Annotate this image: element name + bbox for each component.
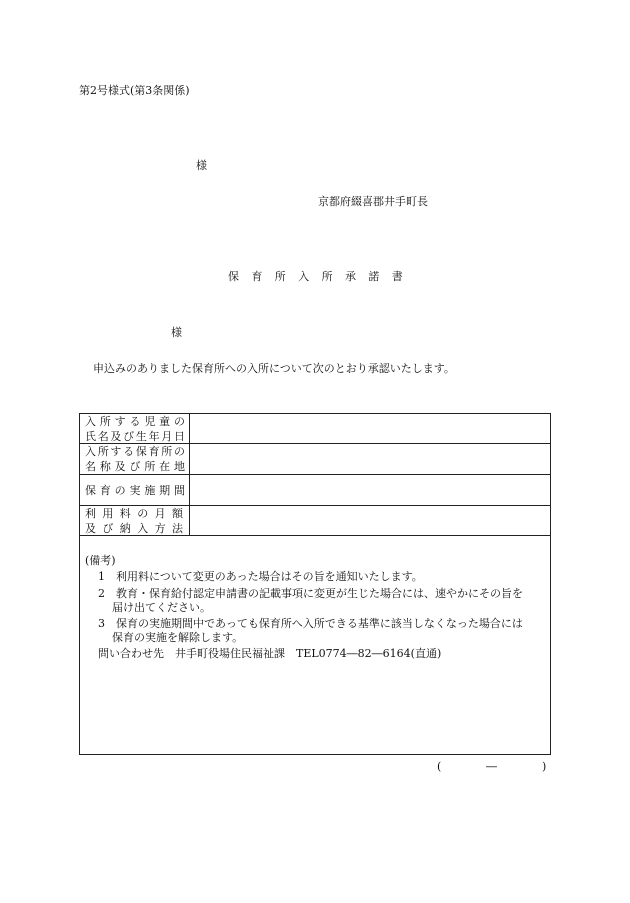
note-item-2: 2 教育・保育給付認定申請書の記載事項に変更が生じた場合には、速やかにその旨を bbox=[98, 587, 523, 600]
note-item-1: 1 利用料について変更のあった場合はその旨を通知いたします。 bbox=[98, 570, 423, 583]
addressee-honorific-top: 様 bbox=[196, 159, 207, 172]
child-name-birthdate-value bbox=[190, 414, 550, 443]
reference-close-paren: ) bbox=[542, 760, 547, 773]
notes-section bbox=[80, 536, 550, 754]
intro-text: 申込みのありました保育所への入所について次のとおり承認いたします。 bbox=[93, 362, 455, 375]
row-label-line: 利用料の月額 bbox=[85, 506, 185, 520]
table-row-facility bbox=[80, 444, 550, 475]
row-label-line: 氏名及び生年月日 bbox=[85, 429, 185, 443]
table-row-period bbox=[80, 475, 550, 506]
facility-name-address-value bbox=[190, 444, 550, 474]
document-title: 保育所入所承諾書 bbox=[228, 270, 416, 283]
monthly-fee-payment-value bbox=[190, 506, 550, 535]
issuer-name: 京都府綴喜郡井手町長 bbox=[318, 195, 428, 208]
row-label-line: 保育の実施期間 bbox=[85, 483, 185, 497]
addressee-honorific: 様 bbox=[171, 326, 182, 339]
note-item-3: 3 保育の実施期間中であっても保育所へ入所できる基準に該当しなくなった場合には bbox=[98, 617, 523, 630]
note-item-3-continued: 保育の実施を解除します。 bbox=[112, 631, 244, 644]
table-row-fee bbox=[80, 506, 550, 536]
row-label-line: 及び納入方法 bbox=[85, 521, 185, 535]
form-number: 第2号様式(第3条関係) bbox=[79, 84, 190, 97]
notes-heading: (備考) bbox=[85, 554, 116, 567]
row-label bbox=[80, 414, 190, 443]
approval-table bbox=[79, 413, 551, 755]
reference-dash: ― bbox=[486, 760, 497, 773]
row-label bbox=[80, 506, 190, 535]
row-label bbox=[80, 444, 190, 474]
row-label-line: 入所する児童の bbox=[85, 414, 185, 428]
row-label-line: 入所する保育所の bbox=[85, 445, 185, 458]
row-label bbox=[80, 475, 190, 505]
table-row-child bbox=[80, 414, 550, 444]
reference-open-paren: ( bbox=[437, 760, 442, 773]
contact-info: 問い合わせ先 井手町役場住民福祉課 TEL0774―82―6164(直通) bbox=[98, 647, 442, 660]
care-period-value bbox=[190, 475, 550, 505]
row-label-line: 名称及び所在地 bbox=[85, 460, 185, 473]
note-item-2-continued: 届け出てください。 bbox=[112, 601, 211, 614]
